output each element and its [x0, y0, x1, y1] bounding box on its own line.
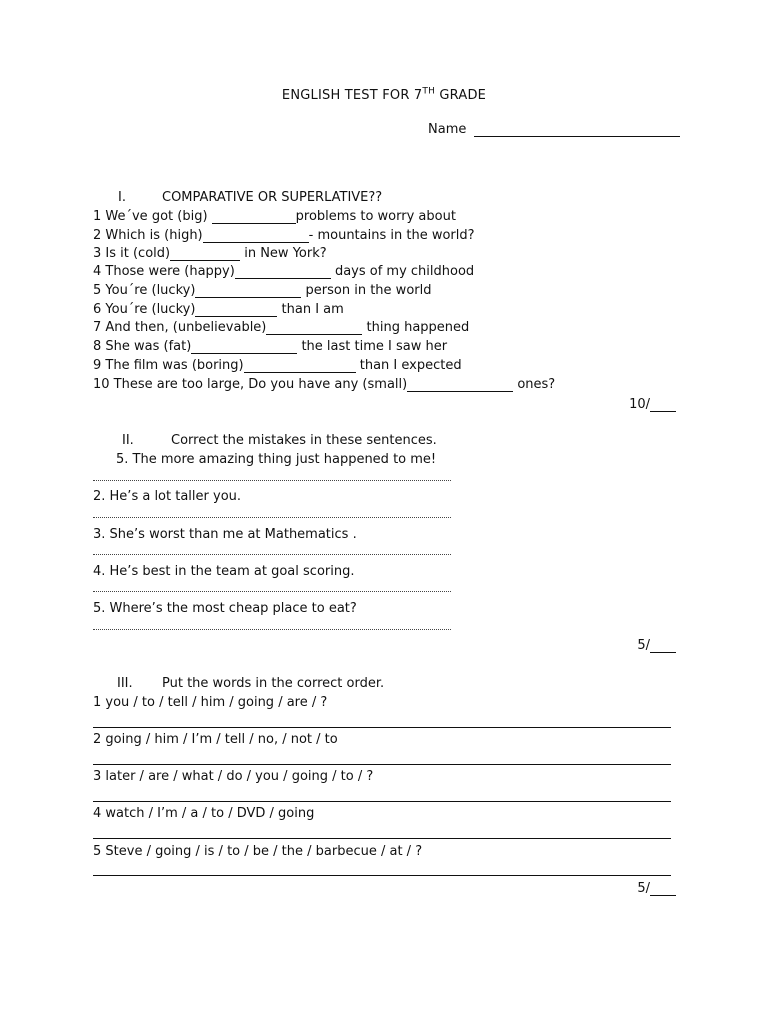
section3-item-4: 4 watch / I’m / a / to / DVD / going [93, 806, 315, 821]
answer-blank[interactable] [195, 303, 277, 317]
answer-blank[interactable] [195, 284, 301, 298]
section1-item-8: 8 She was (fat) the last time I saw her [93, 339, 448, 354]
section1-item-7: 7 And then, (unbelievable) thing happened [93, 320, 470, 335]
section2-score: 5/ [637, 638, 676, 653]
answer-blank[interactable] [266, 321, 362, 335]
section1-heading: COMPARATIVE OR SUPERLATIVE?? [162, 190, 383, 205]
section3-item-3: 3 later / are / what / do / you / going / to / ? [93, 769, 374, 784]
answer-dotted-line[interactable] [93, 474, 451, 481]
section3-item-5: 5 Steve / going / is / to / be / the / barbecue / at / ? [93, 844, 423, 859]
section2-item-2: 2. He’s a lot taller you. [93, 489, 242, 504]
section1-item-2: 2 Which is (high) - mountains in the world? [93, 228, 475, 243]
section3-score: 5/ [637, 881, 676, 896]
section1-item-4: 4 Those were (happy) days of my childhood [93, 264, 475, 279]
answer-blank[interactable] [191, 340, 297, 354]
section3-number: III. [117, 676, 133, 691]
section2-item-5: 5. Where’s the most cheap place to eat? [93, 601, 357, 616]
section3-item-1: 1 you / to / tell / him / going / are / ? [93, 695, 328, 710]
section1-item-5: 5 You´re (lucky) person in the world [93, 283, 432, 298]
section2-number: II. [122, 433, 134, 448]
section1-item-9: 9 The film was (boring) than I expected [93, 358, 462, 373]
score-blank[interactable] [650, 882, 676, 896]
section2-item-4: 4. He’s best in the team at goal scoring. [93, 564, 355, 579]
section2-heading: Correct the mistakes in these sentences. [171, 433, 437, 448]
section1-item-3: 3 Is it (cold) in New York? [93, 246, 327, 261]
section3-heading: Put the words in the correct order. [162, 676, 385, 691]
answer-dotted-line[interactable] [93, 511, 451, 518]
section1-item-10: 10 These are too large, Do you have any (small) ones? [93, 377, 556, 392]
section1-item-6: 6 You´re (lucky) than I am [93, 302, 344, 317]
section1-score: 10/ [629, 397, 676, 412]
answer-dotted-line[interactable] [93, 548, 451, 555]
answer-line[interactable] [93, 874, 671, 876]
answer-blank[interactable] [212, 210, 296, 224]
answer-blank[interactable] [235, 265, 331, 279]
answer-line[interactable] [93, 800, 671, 802]
name-field[interactable] [428, 122, 680, 137]
section3-item-2: 2 going / him / I’m / tell / no, / not / to [93, 732, 338, 747]
answer-dotted-line[interactable] [93, 623, 451, 630]
answer-blank[interactable] [170, 247, 240, 261]
test-title: ENGLISH TEST FOR 7TH GRADE [281, 86, 487, 103]
section2-item-3: 3. She’s worst than me at Mathematics . [93, 527, 357, 542]
section1-item-1: 1 We´ve got (big) problems to worry about [93, 209, 456, 224]
answer-blank[interactable] [203, 229, 309, 243]
answer-dotted-line[interactable] [93, 585, 451, 592]
answer-line[interactable] [93, 837, 671, 839]
answer-line[interactable] [93, 726, 671, 728]
answer-blank[interactable] [407, 378, 513, 392]
answer-blank[interactable] [244, 359, 356, 373]
answer-line[interactable] [93, 763, 671, 765]
name-label: Name [428, 122, 467, 137]
score-blank[interactable] [650, 639, 676, 653]
section1-number: I. [118, 190, 126, 205]
score-blank[interactable] [650, 398, 676, 412]
name-blank[interactable] [474, 122, 680, 137]
section2-item-1: 5. The more amazing thing just happened to me! [116, 452, 437, 467]
